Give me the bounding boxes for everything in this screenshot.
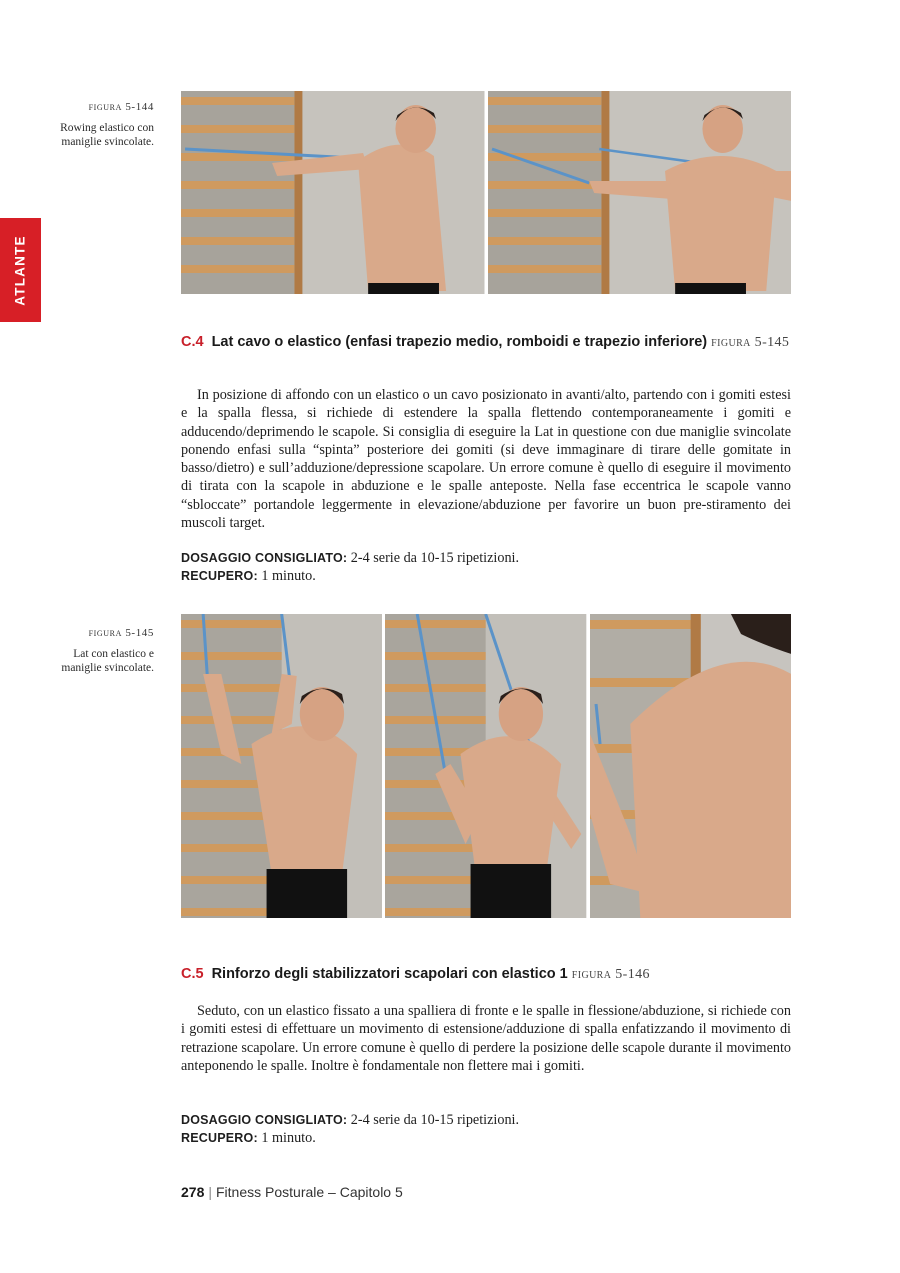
recovery-value: 1 minuto. [261,568,316,585]
section-c5-heading [181,965,791,984]
dosage-value: 2-4 serie da 10-15 ripetizioni. [350,550,520,566]
figure-145-photos [181,614,791,918]
dosage-label: DOSAGGIO CONSIGLIATO: [181,551,348,565]
recovery-label: RECUPERO: [181,569,258,584]
page-footer [181,1184,403,1200]
section-c5-title: Rinforzo degli stabilizzatori scapolari con elastico 1 [211,966,568,982]
photo-rowing-start [181,91,485,294]
photo-lat-start [181,614,382,918]
recovery-label: RECUPERO: [181,1131,258,1146]
section-c5-figure-ref: figura 5-146 [571,967,650,982]
section-c4-heading [181,333,791,352]
side-tab-label: ATLANTE [13,234,29,306]
running-title: Fitness Posturale – Capitolo 5 [216,1184,403,1200]
dosage-value: 2-4 serie da 10-15 ripetizioni. [350,1112,520,1128]
page-number: 278 [181,1184,205,1200]
section-c5-body: Seduto, con un elastico fissato a una spalliera di fronte e le spalle in flessione/abduzione, si richiede con i gomiti estesi di effettuare un movimento di estensione/adduzione di spalla enfatizzando il movimento di retrazione scapolare. Un errore comune è quello di perdere la posizione delle scapole durante il movimento anteponendo le spalle. Inoltre è fondamentale non flettere mai i gomiti. [181,1003,791,1074]
section-c4-figure-ref: figura 5-145 [711,335,790,350]
side-tab-atlante [0,218,41,322]
figure-145-label: figura 5-145 [88,627,154,639]
photo-lat-detail [590,614,791,918]
section-c4-title: Lat cavo o elastico (enfasi trapezio medio, romboidi e trapezio inferiore) [211,334,708,350]
section-c5-dosage [181,1111,791,1148]
figure-145-caption-text: Lat con elastico e maniglie svincolate. [61,647,154,674]
footer-separator: | [208,1184,212,1200]
figure-144-photos [181,91,791,294]
dosage-label: DOSAGGIO CONSIGLIATO: [181,1113,348,1127]
section-c5-number: C.5 [181,966,204,982]
figure-144-label: figura 5-144 [88,101,154,113]
section-c4-dosage [181,549,791,586]
photo-lat-end [385,614,586,918]
photo-rowing-end [488,91,792,294]
figure-145-caption [40,626,154,676]
recovery-value: 1 minuto. [261,1130,316,1147]
section-c4-body: In posizione di affondo con un elastico o un cavo posizionato in avanti/alto, partendo con i gomiti estesi e la spalla flessa, si richiede di estendere la spalla flettendo contemporaneamente i gomiti e adducendo/deprimendo le scapole. Si consiglia di eseguire la Lat in questione con due maniglie svincolate ponendo enfasi sulla “spinta” posteriore dei gomiti (si deve immaginare di tirare delle gomitate in basso/dietro) e sull’adduzione/depressione scapolare. Un errore comune è quello di eseguire il movimento di tirata con la scapole in abduzione e le spalle anteposte. Nella fase eccentrica le scapole vanno “sbloccate” portandole leggermente in elevazione/abduzione per favorire un buon pre-stiramento dei muscoli target. [181,387,791,532]
figure-144-caption [40,100,154,150]
figure-144-caption-text: Rowing elastico con maniglie svincolate. [60,121,154,148]
section-c4-number: C.4 [181,334,204,350]
